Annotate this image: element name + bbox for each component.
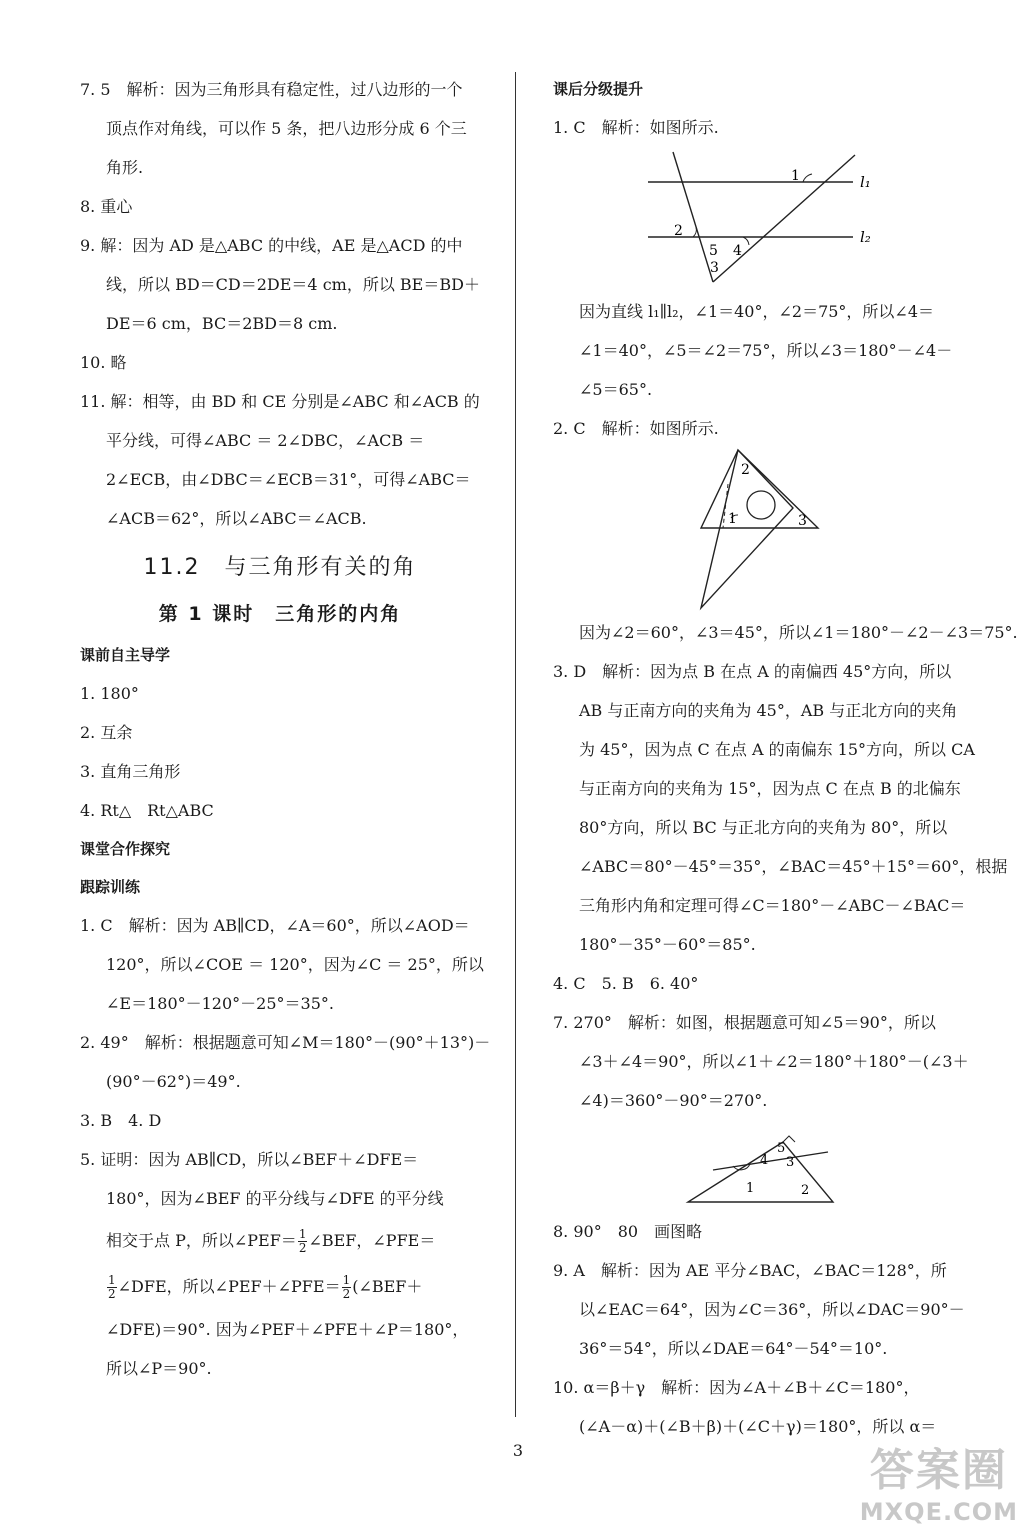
angle-4-label: 4	[760, 1153, 769, 1168]
fraction-numerator: 1	[108, 1273, 116, 1287]
left-column	[80, 70, 491, 1388]
fraction-one-half	[107, 1274, 117, 1301]
parallel-lines-figure	[553, 147, 958, 292]
angle-5-label: 5	[709, 243, 718, 259]
r1-line1: 1. C 解析：如图所示.	[553, 118, 719, 137]
angle-1-label: 1	[746, 1181, 755, 1196]
q7-line1: 7. 5 解析：因为三角形具有稳定性，过八边形的一个	[80, 80, 463, 99]
r3-line1: 3. D 解析：因为点 B 在点 A 的南偏西 45°方向，所以	[553, 662, 952, 681]
q9-line3: DE＝6 cm，BC＝2BD＝8 cm.	[106, 314, 338, 333]
q7-line3: 角形.	[106, 158, 144, 177]
q11-line2: 平分线，可得∠ABC ＝ 2∠DBC，∠ACB ＝	[106, 431, 425, 450]
t5-line5: ∠DFE)＝90°. 因为∠PEF＋∠PFE＋∠P＝180°，	[106, 1320, 469, 1339]
r7-line1: 7. 270° 解析：如图，根据题意可知∠5＝90°，所以	[553, 1013, 936, 1032]
fraction-one-half	[342, 1274, 352, 1301]
r1-line2: 因为直线 l₁∥l₂，∠1＝40°，∠2＝75°，所以∠4＝	[579, 302, 935, 321]
column-divider	[515, 72, 516, 1417]
fraction-numerator: 1	[298, 1227, 307, 1241]
pre-answer-4: 4. Rt△ Rt△ABC	[80, 801, 214, 820]
r3-line4: 与正南方向的夹角为 15°，因为点 C 在点 B 的北偏东	[579, 779, 961, 798]
q11-line4: ∠ACB＝62°，所以∠ABC＝∠ACB.	[106, 509, 367, 528]
r7-line2: ∠3＋∠4＝90°，所以∠1＋∠2＝180°＋180°－(∠3＋	[579, 1052, 969, 1071]
t5-line3	[80, 1218, 480, 1264]
pre-class-heading: 课前自主导学	[80, 646, 171, 664]
t2-line1: 2. 49° 解析：根据题意可知∠M＝180°－(90°＋13°)－	[80, 1033, 491, 1052]
r2-line2: 因为∠2＝60°，∠3＝45°，所以∠1＝180°－∠2－∠3＝75°.	[579, 623, 1018, 642]
q11-line1: 11. 解：相等，由 BD 和 CE 分别是∠ABC 和∠ACB 的	[80, 392, 480, 411]
angle-3-label: 3	[710, 260, 719, 276]
t5-line4-part2: (∠BEF＋	[352, 1277, 423, 1296]
r3-line8: 180°－35°－60°＝85°.	[579, 935, 756, 954]
section-title: 11.2 与三角形有关的角	[143, 555, 417, 580]
r1-line3: ∠1＝40°，∠5＝∠2＝75°，所以∠3＝180°－∠4－	[579, 341, 953, 360]
right-column	[553, 70, 1018, 1446]
r9-line2: 以∠EAC＝64°，因为∠C＝36°，所以∠DAC＝90°－	[579, 1300, 965, 1319]
r7-line3: ∠4)＝360°－90°＝270°.	[579, 1091, 768, 1110]
t5-line1: 5. 证明：因为 AB∥CD，所以∠BEF＋∠DFE＝	[80, 1150, 419, 1169]
pre-answer-1: 1. 180°	[80, 684, 139, 703]
watermark-logo	[860, 1434, 1018, 1526]
lesson-title: 第 1 课时 三角形的内角	[158, 603, 402, 625]
t5-line3-part1: 相交于点 P，所以∠PEF＝	[106, 1231, 297, 1250]
angle-1-label: 1	[728, 511, 737, 527]
line-l1-label: l₁	[860, 173, 871, 191]
t5-line6: 所以∠P＝90°.	[106, 1359, 212, 1378]
fraction-denominator: 2	[108, 1287, 116, 1301]
t1-line1: 1. C 解析：因为 AB∥CD，∠A＝60°，所以∠AOD＝	[80, 916, 470, 935]
line-l2-label: l₂	[860, 228, 871, 246]
q10-line: 10. 略	[80, 353, 127, 372]
tracking-heading: 跟踪训练	[80, 878, 141, 896]
t5-line4	[80, 1264, 480, 1310]
q9-line1: 9. 解：因为 AD 是△ABC 的中线，AE 是△ACD 的中	[80, 236, 463, 255]
q9-line2: 线，所以 BD＝CD＝2DE＝4 cm，所以 BE＝BD＋	[106, 275, 480, 294]
angle-3-label: 3	[786, 1155, 795, 1170]
r9-line3: 36°＝54°，所以∠DAE＝64°－54°＝10°.	[579, 1339, 888, 1358]
t5-line4-part1: ∠DFE，所以∠PEF＋∠PFE＝	[117, 1277, 341, 1296]
r456-line: 4. C 5. B 6. 40°	[553, 974, 699, 993]
t2-line2: (90°－62°)＝49°.	[106, 1072, 241, 1091]
r3-line2: AB 与正南方向的夹角为 45°，AB 与正北方向的夹角	[579, 701, 958, 720]
angle-2-label: 2	[741, 462, 750, 478]
fraction-denominator: 2	[298, 1241, 307, 1255]
r10-line2: (∠A－α)＋(∠B＋β)＋(∠C＋γ)＝180°，所以 α＝	[579, 1417, 937, 1436]
in-class-heading: 课堂合作探究	[80, 840, 171, 858]
r3-line3: 为 45°，因为点 C 在点 A 的南偏东 15°方向，所以 CA	[579, 740, 975, 759]
t1-line2: 120°，所以∠COE ＝ 120°，因为∠C ＝ 25°，所以	[106, 955, 484, 974]
angle-4-label: 4	[733, 243, 742, 259]
r2-line1: 2. C 解析：如图所示.	[553, 419, 719, 438]
pre-answer-2: 2. 互余	[80, 723, 133, 742]
after-class-heading: 课后分级提升	[553, 80, 644, 98]
r9-line1: 9. A 解析：因为 AE 平分∠BAC，∠BAC＝128°，所	[553, 1261, 947, 1280]
t34-line: 3. B 4. D	[80, 1111, 162, 1130]
r3-line7: 三角形内角和定理可得∠C＝180°－∠ABC－∠BAC＝	[579, 896, 966, 915]
triangle-ruler-figure	[553, 1120, 958, 1212]
t5-line2: 180°，因为∠BEF 的平分线与∠DFE 的平分线	[106, 1189, 444, 1208]
fraction-numerator: 1	[342, 1273, 351, 1287]
q7-line2: 顶点作对角线，可以作 5 条，把八边形分成 6 个三	[106, 119, 467, 138]
angle-3-label: 3	[798, 513, 807, 529]
pre-answer-3: 3. 直角三角形	[80, 762, 181, 781]
set-square-figure	[553, 448, 958, 613]
q8-line: 8. 重心	[80, 197, 133, 216]
r3-line5: 80°方向，所以 BC 与正北方向的夹角为 80°，所以	[579, 818, 948, 837]
t5-line3-part2: ∠BEF，∠PFE＝	[308, 1231, 436, 1250]
q11-line3: 2∠ECB，由∠DBC＝∠ECB＝31°，可得∠ABC＝	[106, 470, 471, 489]
angle-2-label: 2	[801, 1183, 810, 1198]
watermark-bottom: MXQE.COM	[859, 1498, 1018, 1526]
watermark-top: 答案圈	[869, 1445, 1008, 1496]
angle-2-label: 2	[674, 223, 683, 239]
r10-line1: 10. α＝β＋γ 解析：因为∠A＋∠B＋∠C＝180°，	[553, 1378, 920, 1397]
page-number: 3	[512, 1441, 524, 1460]
angle-5-label: 5	[777, 1141, 786, 1156]
t1-line3: ∠E＝180°－120°－25°＝35°.	[106, 994, 334, 1013]
fraction-denominator: 2	[342, 1287, 351, 1301]
fraction-one-half	[298, 1228, 308, 1255]
r1-line4: ∠5＝65°.	[579, 380, 653, 399]
r3-line6: ∠ABC＝80°－45°＝35°，∠BAC＝45°＋15°＝60°，根据	[579, 857, 1008, 876]
angle-1-label: 1	[791, 168, 800, 184]
r8-line: 8. 90° 80 画图略	[553, 1222, 703, 1241]
